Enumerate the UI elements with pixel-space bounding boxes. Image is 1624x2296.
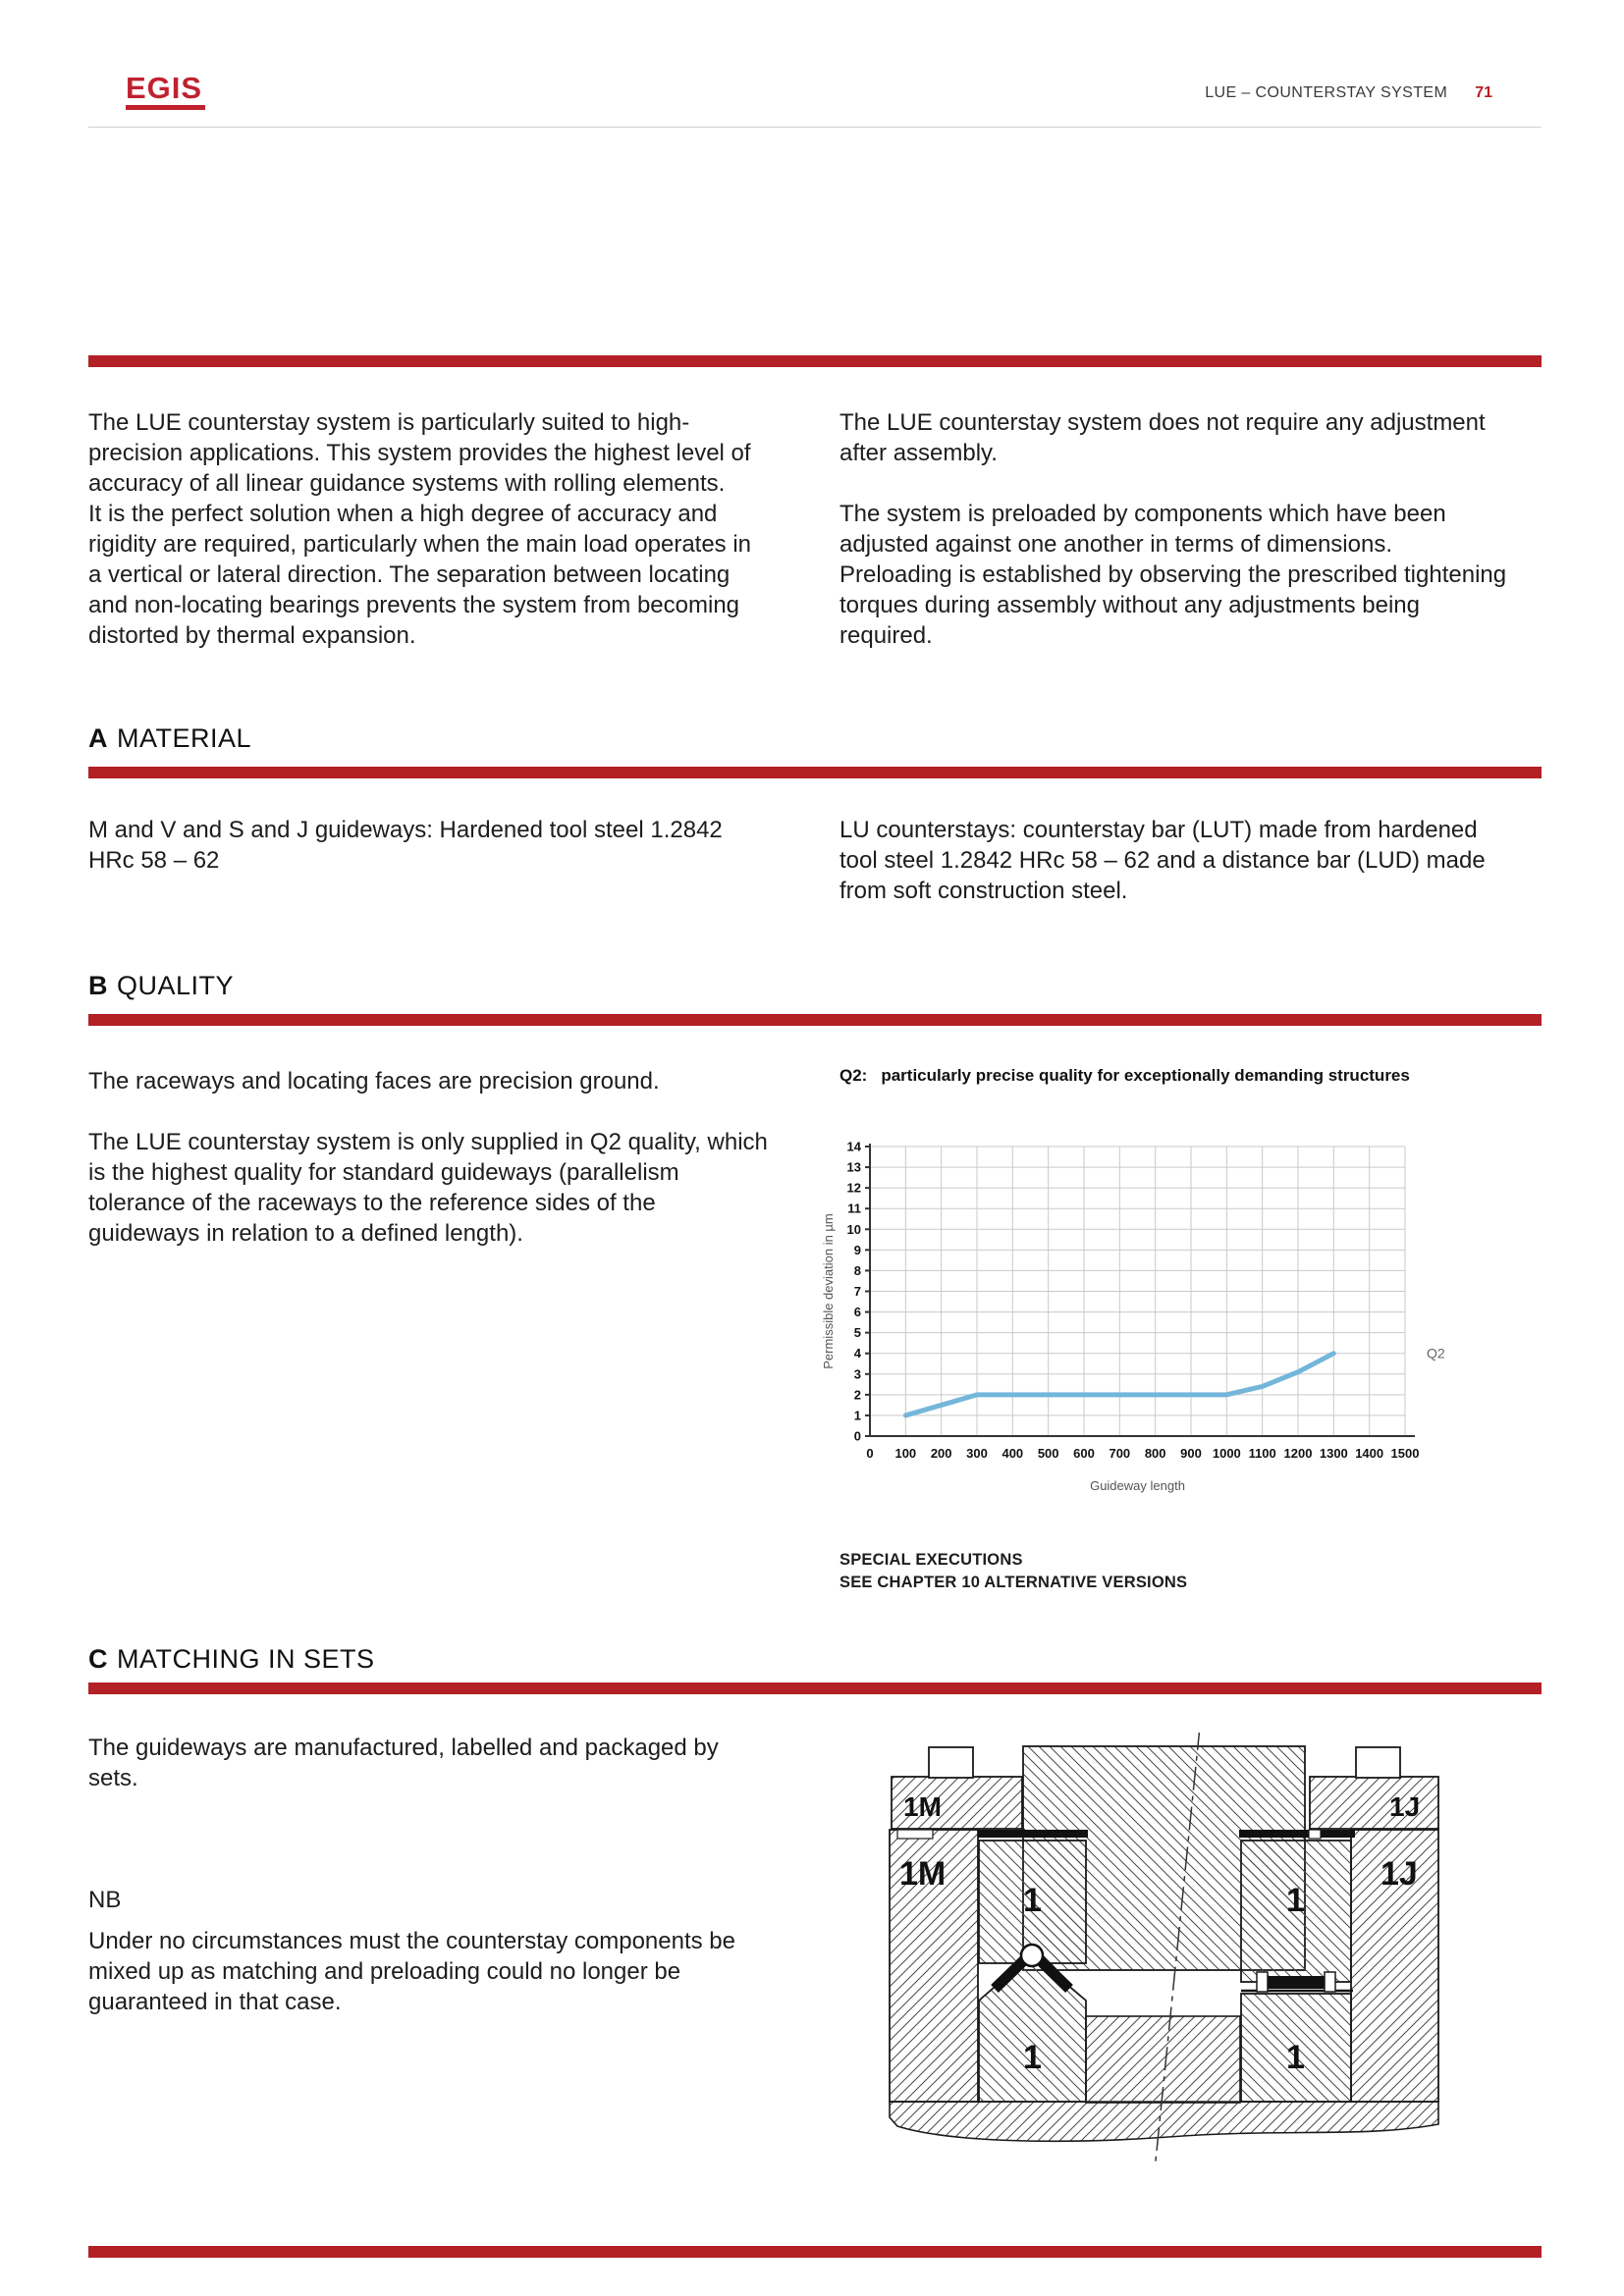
section-a-title: MATERIAL xyxy=(117,723,252,753)
note-line: SPECIAL EXECUTIONS xyxy=(839,1551,1023,1569)
label-clamp-1j: 1J xyxy=(1389,1791,1421,1822)
svg-text:4: 4 xyxy=(853,1346,861,1362)
quality-paragraph: The raceways and locating faces are precision ground. xyxy=(88,1068,660,1095)
svg-text:1200: 1200 xyxy=(1283,1446,1313,1461)
note-line: SEE CHAPTER 10 ALTERNATIVE VERSIONS xyxy=(839,1574,1188,1591)
nb-block xyxy=(88,1885,768,2017)
svg-text:Permissible deviation in µm: Permissible deviation in µm xyxy=(821,1213,836,1369)
quality-chart xyxy=(821,1137,1518,1529)
header-divider xyxy=(88,127,1542,128)
section-rule-a xyxy=(88,767,1542,778)
section-rule-b xyxy=(88,1014,1542,1026)
svg-text:2: 2 xyxy=(853,1387,861,1403)
chart-caption-text: particularly precise quality for exceptionally demanding structures xyxy=(881,1066,1410,1085)
special-executions-note xyxy=(839,1549,1187,1594)
label-guideway: 1 xyxy=(1023,2039,1042,2076)
svg-text:8: 8 xyxy=(853,1262,861,1278)
material-right-column xyxy=(839,815,1507,906)
quality-paragraph: The LUE counterstay system is only supplied in Q2 quality, which is the highest quality for standard guideways (parallelism tolerance of the raceways to the reference sides of the guideways in relation to a defined length). xyxy=(88,1129,768,1247)
page-number: 71 xyxy=(1475,84,1492,101)
intro-paragraph: The system is preloaded by components which have been adjusted against one another in terms of dimensions. Preloading is established by observing the prescribed tightening torques during assembly without any adjustments being required. xyxy=(839,501,1507,649)
nb-label: NB xyxy=(88,1887,122,1913)
svg-text:11: 11 xyxy=(847,1201,861,1216)
svg-text:3: 3 xyxy=(853,1366,861,1382)
footer-rule xyxy=(88,2246,1542,2258)
cross-section-drawing xyxy=(874,1733,1453,2164)
svg-text:13: 13 xyxy=(846,1159,861,1175)
svg-text:9: 9 xyxy=(853,1242,861,1257)
svg-text:5: 5 xyxy=(853,1325,861,1341)
intro-left-column xyxy=(88,407,768,651)
cross-section-container xyxy=(874,1733,1453,2164)
chart-caption-label: Q2: xyxy=(839,1066,868,1085)
header-title: LUE – COUNTERSTAY SYSTEM xyxy=(1205,84,1448,101)
chart-caption xyxy=(839,1066,1410,1086)
label-clamp-1m: 1M xyxy=(903,1791,942,1822)
intro-right-column xyxy=(839,407,1507,651)
label-block-1j: 1J xyxy=(1380,1855,1418,1893)
flat-roller-bolt-right xyxy=(1325,1972,1335,1992)
svg-text:1100: 1100 xyxy=(1248,1446,1276,1461)
svg-text:700: 700 xyxy=(1109,1446,1131,1461)
label-guideway: 1 xyxy=(1286,2039,1305,2076)
guideway-lower-left xyxy=(979,1954,1086,2102)
quality-chart-container xyxy=(821,1137,1518,1529)
svg-text:12: 12 xyxy=(846,1180,861,1196)
material-left-column xyxy=(88,815,768,876)
section-c-title: MATCHING IN SETS xyxy=(117,1644,375,1674)
section-rule-c xyxy=(88,1682,1542,1694)
intro-paragraph: The LUE counterstay system is particularly suited to high-precision applications. This system provides the highest level of accuracy of all linear guidance systems with rolling elements. xyxy=(88,409,751,497)
section-c-heading xyxy=(88,1644,375,1675)
material-text: M and V and S and J guideways: Hardened tool steel 1.2842 HRc 58 – 62 xyxy=(88,817,723,874)
nb-text: Under no circumstances must the counterstay components be mixed up as matching and preloading could no longer be guaranteed in that case. xyxy=(88,1928,735,2015)
svg-text:0: 0 xyxy=(866,1446,874,1461)
section-b-heading xyxy=(88,971,234,1001)
section-a-letter: A xyxy=(88,723,108,753)
section-b-title: QUALITY xyxy=(117,971,235,1000)
svg-text:7: 7 xyxy=(853,1284,861,1299)
svg-text:1000: 1000 xyxy=(1212,1446,1241,1461)
section-rule-intro xyxy=(88,355,1542,367)
header xyxy=(884,84,1492,102)
right-bolt xyxy=(1356,1747,1400,1778)
quality-left-column xyxy=(88,1066,768,1249)
svg-text:300: 300 xyxy=(966,1446,988,1461)
left-shim xyxy=(897,1830,933,1839)
section-c-letter: C xyxy=(88,1644,108,1674)
svg-text:600: 600 xyxy=(1073,1446,1095,1461)
svg-text:1: 1 xyxy=(853,1408,861,1423)
flat-roller xyxy=(1265,1976,1327,1989)
svg-text:Guideway length: Guideway length xyxy=(1090,1478,1185,1493)
svg-text:0: 0 xyxy=(853,1428,861,1444)
matching-left-column xyxy=(88,1733,768,1793)
v-roller-pin xyxy=(1021,1945,1043,1966)
flat-roller-bolt-left xyxy=(1257,1972,1268,1992)
right-preload-strip xyxy=(1239,1830,1355,1838)
matching-paragraph: The guideways are manufactured, labelled and packaged by sets. xyxy=(88,1735,719,1791)
label-block-1m: 1M xyxy=(899,1855,947,1893)
svg-text:1500: 1500 xyxy=(1390,1446,1420,1461)
svg-text:900: 900 xyxy=(1180,1446,1202,1461)
svg-text:1400: 1400 xyxy=(1355,1446,1384,1461)
svg-text:500: 500 xyxy=(1037,1446,1059,1461)
label-guideway: 1 xyxy=(1286,1882,1305,1919)
intro-paragraph: The LUE counterstay system does not require any adjustment after assembly. xyxy=(839,409,1486,466)
svg-text:14: 14 xyxy=(846,1139,861,1154)
bed xyxy=(890,2102,1438,2141)
svg-text:400: 400 xyxy=(1001,1446,1024,1461)
left-bolt xyxy=(929,1747,973,1778)
svg-text:800: 800 xyxy=(1144,1446,1166,1461)
svg-text:Q2: Q2 xyxy=(1427,1345,1445,1362)
label-guideway: 1 xyxy=(1023,1882,1042,1919)
svg-text:6: 6 xyxy=(853,1305,861,1320)
svg-text:10: 10 xyxy=(846,1221,861,1237)
egis-logo: EGIS xyxy=(126,73,205,110)
section-b-letter: B xyxy=(88,971,108,1000)
left-preload-strip xyxy=(978,1830,1088,1838)
svg-text:200: 200 xyxy=(930,1446,952,1461)
svg-text:1300: 1300 xyxy=(1319,1446,1348,1461)
right-shim xyxy=(1309,1830,1321,1839)
svg-text:100: 100 xyxy=(894,1446,917,1461)
intro-paragraph: It is the perfect solution when a high degree of accuracy and rigidity are required, particularly when the main load operates in a vertical or lateral direction. The separation between locating and non-locating bearings prevents the system from becoming distorted by thermal expansion. xyxy=(88,501,752,649)
section-a-heading xyxy=(88,723,251,754)
material-text: LU counterstays: counterstay bar (LUT) made from hardened tool steel 1.2842 HRc 58 – 62 and a distance bar (LUD) made from soft construction steel. xyxy=(839,817,1486,904)
